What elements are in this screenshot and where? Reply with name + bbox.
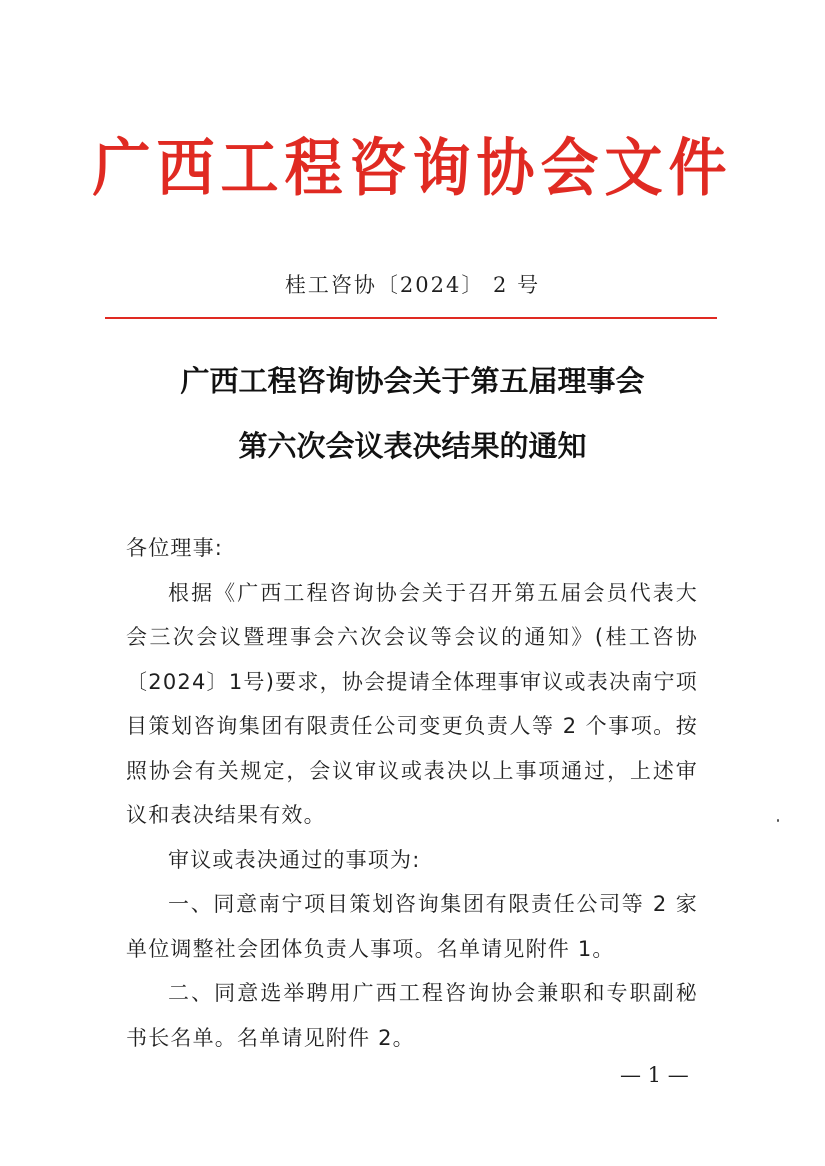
notice-title-line-1: 广西工程咨询协会关于第五届理事会 — [180, 364, 645, 398]
document-number: 桂工咨协〔2024〕 2 号 — [284, 273, 541, 297]
body-paragraph-item-2: 二、同意选举聘用广西工程咨询协会兼职和专职副秘书长名单。名单请见附件 2。 — [126, 981, 698, 1050]
document-masthead: 广西工程咨询协会文件 — [92, 131, 733, 205]
notice-title-line-2: 第六次会议表决结果的通知 — [238, 429, 587, 463]
salutation: 各位理事: — [126, 536, 224, 560]
body-paragraph-passed-items-intro: 审议或表决通过的事项为: — [168, 847, 421, 872]
page-number: — 1 — — [620, 1063, 689, 1087]
red-separator-line — [105, 317, 717, 319]
body-paragraph-basis: 根据《广西工程咨询协会关于召开第五届会员代表大会三次会议暨理事会六次会议等会议的通知》(桂工咨协〔2024〕1号)要求，协会提请全体理事审议或表决南宁项目策划咨询集团有限责任公司变更负责人等 2 个事项。按照协会有关规定，会议审议或表决以上事项通过，上述审议和表决结果有效。 — [126, 580, 698, 827]
scan-speck — [777, 819, 779, 822]
body-paragraph-item-1: 一、同意南宁项目策划咨询集团有限责任公司等 2 家单位调整社会团体负责人事项。名单请见附件 1。 — [126, 892, 698, 961]
notice-body — [126, 526, 698, 1060]
